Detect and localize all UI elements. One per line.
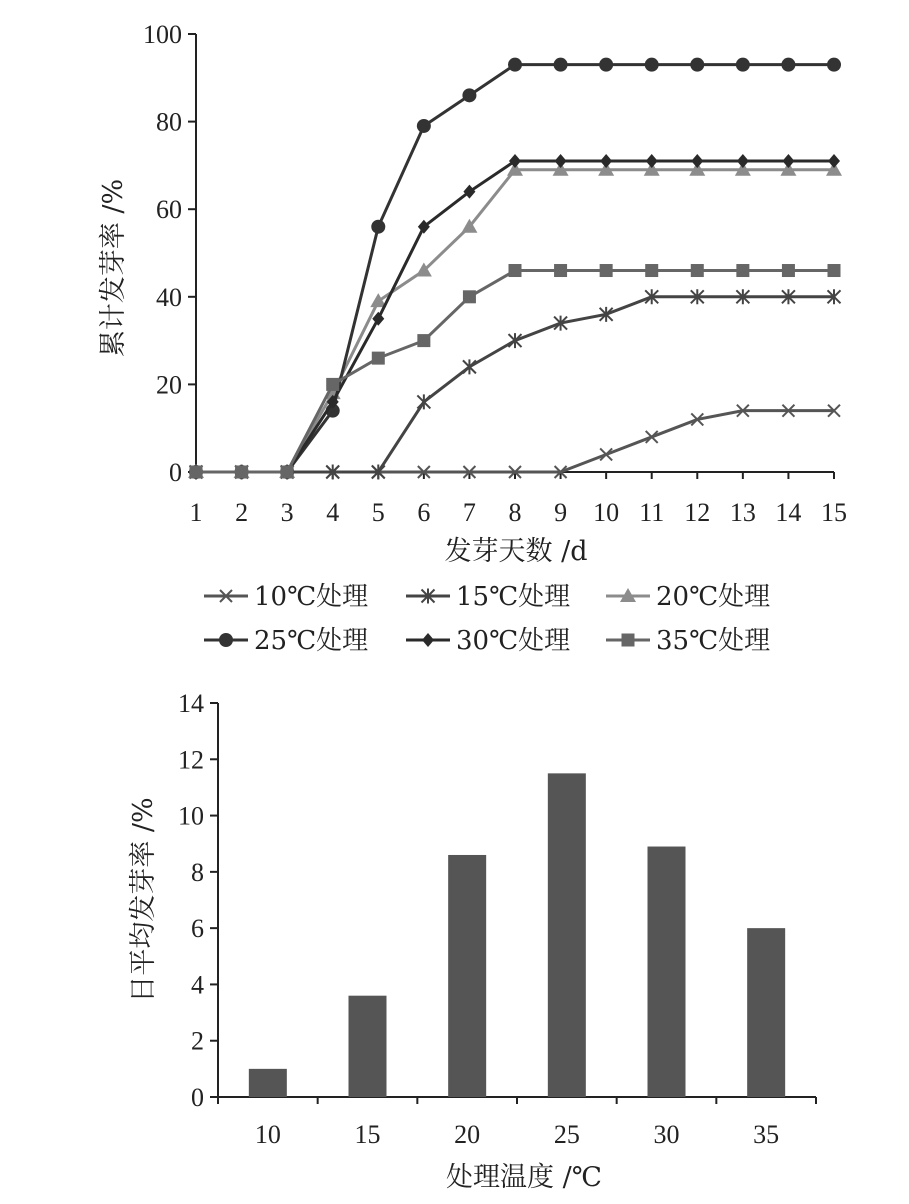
data-point: [691, 264, 704, 277]
line-chart-x-axis-label: 发芽天数 /d: [444, 536, 588, 567]
data-point: [736, 264, 749, 277]
data-point: [600, 448, 612, 460]
data-point: [371, 220, 385, 234]
bar-35: [747, 928, 785, 1097]
line-chart-x-tick-label: 14: [775, 498, 802, 527]
line-chart-x-tick-label: 1: [189, 498, 203, 527]
line-chart-y-tick-label: 40: [156, 282, 182, 312]
line-chart-x-tick-label: 4: [326, 498, 340, 527]
line-chart-x-tick-label: 6: [417, 498, 431, 527]
bar-chart-x-tick-label: 20: [454, 1120, 481, 1149]
series-2: [188, 162, 842, 478]
line-chart-series: [188, 58, 842, 480]
line-chart-x-tick-label: 15: [821, 498, 847, 527]
bar-chart: [128, 689, 816, 1193]
bar-chart-y-tick-label: 0: [191, 1083, 204, 1112]
data-point: [645, 58, 659, 72]
line-chart-y-tick-label: 100: [143, 20, 182, 49]
series-line: [196, 170, 834, 472]
legend-item: [606, 626, 770, 656]
bar-chart-x-axis-label: 处理温度 /℃: [446, 1162, 602, 1193]
data-point: [326, 378, 339, 391]
data-point: [554, 58, 568, 72]
data-point: [782, 154, 794, 168]
data-point: [508, 58, 522, 72]
bar-15: [349, 996, 387, 1097]
line-chart-y-tick-label: 80: [156, 107, 182, 137]
legend-label: 20℃处理: [656, 582, 771, 612]
data-point: [190, 466, 203, 479]
line-chart-legend: [204, 582, 770, 656]
line-chart: [98, 20, 847, 656]
bar-chart-y-tick-label: 8: [191, 857, 204, 887]
legend-marker: [622, 634, 635, 647]
series-line: [196, 161, 834, 472]
bar-chart-x-tick-label: 30: [653, 1120, 680, 1149]
data-point: [509, 333, 522, 348]
bar-chart-y-tick-label: 6: [191, 914, 204, 944]
bar-chart-y-tick-label: 10: [178, 801, 204, 831]
bar-chart-y-tick-label: 12: [178, 745, 204, 775]
legend-item: [204, 626, 368, 656]
legend-label: 15℃处理: [456, 582, 571, 612]
bar-chart-x-tick-label: 15: [354, 1120, 381, 1149]
data-point: [691, 154, 703, 168]
data-point: [600, 264, 613, 277]
data-point: [781, 58, 795, 72]
data-point: [509, 264, 522, 277]
legend-item: [406, 582, 570, 612]
line-chart-x-tick-label: 12: [684, 498, 711, 527]
bar-chart-bars: [249, 773, 785, 1097]
legend-item: [606, 582, 770, 612]
data-point: [235, 466, 248, 479]
data-point: [554, 264, 567, 277]
data-point: [645, 264, 658, 277]
data-point: [509, 154, 521, 168]
line-chart-x-tick-label: 8: [508, 498, 522, 527]
line-chart-x-tick-label: 3: [280, 498, 294, 527]
line-chart-x-tick-label: 5: [371, 498, 385, 527]
bar-25: [548, 773, 586, 1097]
line-chart-x-tick-label: 2: [235, 498, 249, 527]
bar-chart-y-tick-label: 4: [191, 970, 204, 1000]
bar-20: [448, 855, 486, 1097]
bar-chart-x-tick-label: 35: [753, 1120, 780, 1149]
line-chart-y-tick-label: 60: [156, 195, 182, 225]
line-chart-y-ticks: [143, 20, 196, 487]
data-point: [736, 58, 750, 72]
series-1: [190, 289, 841, 479]
data-point: [646, 154, 658, 168]
data-point: [600, 154, 612, 168]
bar-chart-x-ticks: [218, 1097, 816, 1149]
data-point: [646, 431, 658, 443]
bar-chart-y-axis-label: 日平均发芽率 /%: [128, 797, 159, 1003]
data-point: [599, 58, 613, 72]
bar-30: [648, 847, 686, 1097]
legend-marker: [422, 633, 434, 647]
bar-chart-y-ticks: [178, 689, 218, 1112]
legend-label: 30℃处理: [456, 626, 571, 656]
data-point: [417, 394, 430, 409]
legend-label: 25℃处理: [254, 626, 369, 656]
line-chart-x-tick-label: 11: [639, 498, 665, 527]
data-point: [462, 88, 476, 102]
data-point: [555, 154, 567, 168]
line-chart-x-ticks: [190, 472, 848, 527]
data-point: [463, 359, 476, 374]
data-point: [463, 290, 476, 303]
data-point: [281, 466, 294, 479]
series-4: [190, 154, 840, 479]
legend-label: 35℃处理: [656, 626, 771, 656]
data-point: [417, 334, 430, 347]
bar-chart-y-tick-label: 14: [178, 689, 204, 718]
data-point: [782, 264, 795, 277]
data-point: [417, 119, 431, 133]
line-chart-x-tick-label: 7: [462, 498, 476, 527]
legend-label: 10℃处理: [254, 582, 369, 612]
line-chart-y-tick-label: 20: [156, 370, 182, 400]
data-point: [827, 58, 841, 72]
data-point: [828, 154, 840, 168]
line-chart-x-tick-label: 13: [729, 498, 756, 527]
data-point: [828, 264, 841, 277]
bar-chart-x-tick-label: 10: [254, 1120, 281, 1149]
data-point: [372, 352, 385, 365]
line-chart-x-tick-label: 9: [554, 498, 568, 527]
legend-item: [204, 582, 368, 612]
bar-10: [249, 1069, 287, 1097]
data-point: [737, 154, 749, 168]
legend-marker: [219, 633, 233, 647]
bar-chart-x-tick-label: 25: [553, 1120, 580, 1149]
line-chart-y-axis-label: 累计发芽率 /%: [98, 178, 129, 358]
data-point: [690, 58, 704, 72]
bar-chart-y-tick-label: 2: [191, 1026, 204, 1056]
line-chart-y-tick-label: 0: [169, 458, 182, 487]
series-line: [196, 297, 834, 472]
line-chart-x-tick-label: 10: [593, 498, 620, 527]
legend-item: [406, 626, 570, 656]
